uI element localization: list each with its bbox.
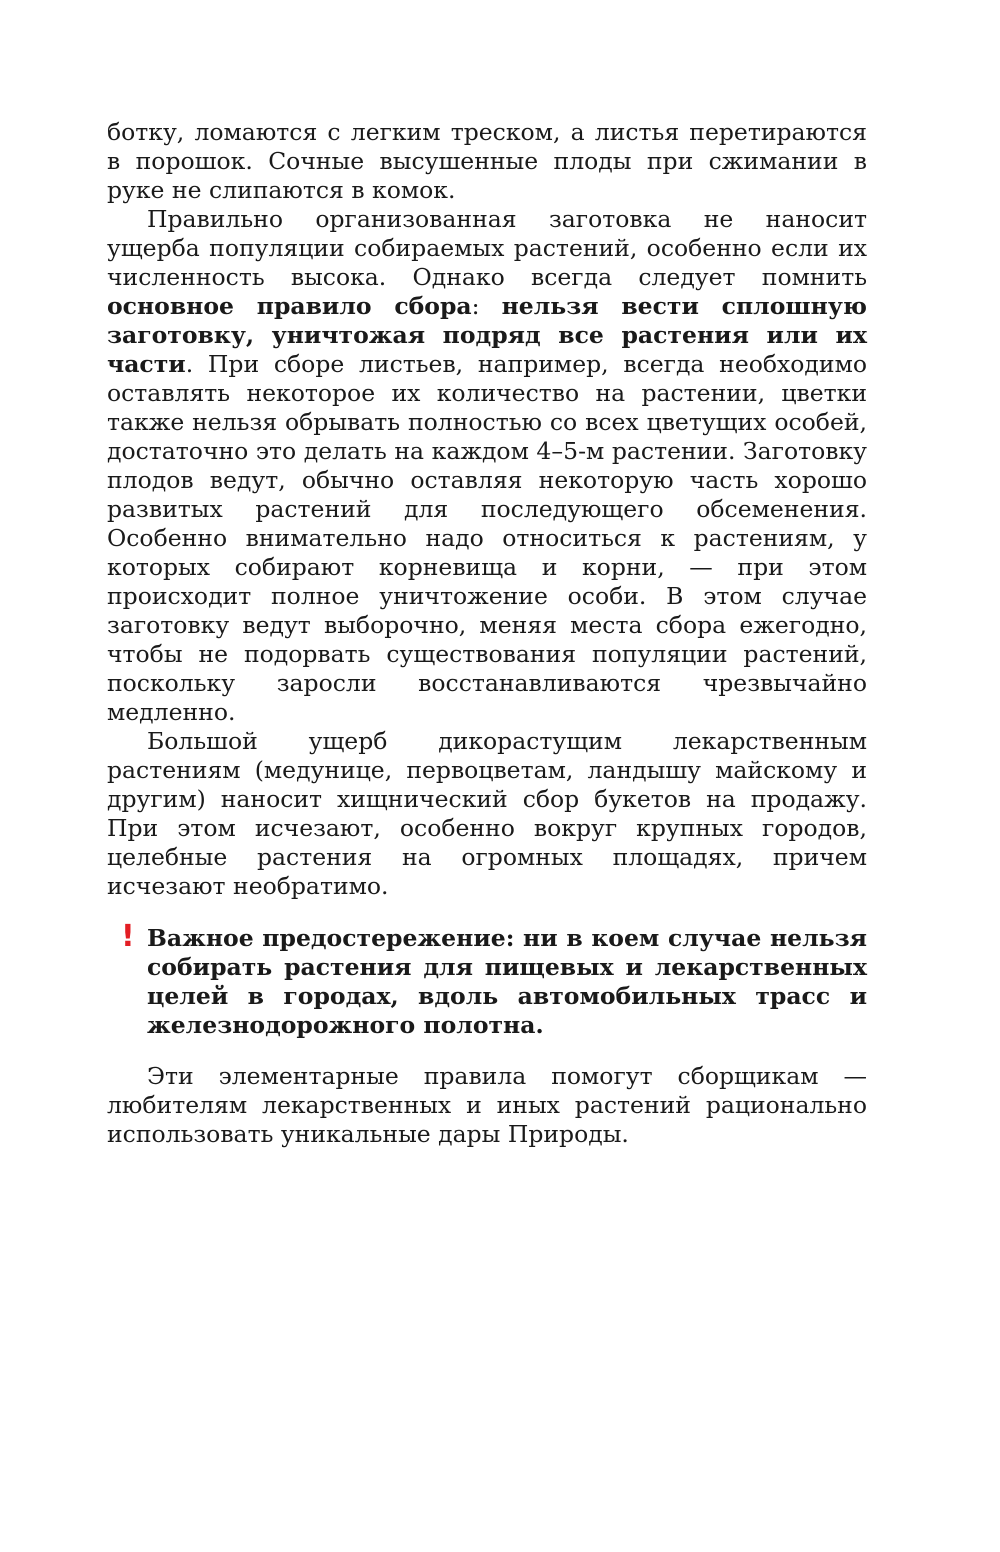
exclamation-icon: ! [121, 919, 135, 954]
warning-block [107, 919, 867, 1040]
paragraph-3 [107, 727, 867, 901]
collection-rule-text: нельзя вести сплошную заготовку, уничтожая подряд все растения или их части [107, 292, 867, 378]
paragraph-2-end: . При сборе листьев, например, всегда необходимо оставлять некоторое их количество на растении, цветки также нельзя обрывать полностью со всех цветущих особей, достаточно это делать на каждом 4–5-м растении. Заготовку плодов ведут, обычно оставляя некоторую часть хорошо развитых растений для последующего обсеменения. Особенно внимательно надо относиться к растениям, у которых собирают корневища и корни, — при этом происходит полное уничтожение особи. В этом случае заготовку ведут выборочно, меняя места сбора ежегодно, чтобы не подорвать существования популяции растений, поскольку заросли восстанавливаются чрезвычайно медленно. [107, 350, 867, 726]
paragraph-1 [107, 118, 867, 205]
paragraph-2-start: Правильно организованная заготовка не наносит ущерба популяции собираемых растений, особенно если их численность высока. Однако всегда следует помнить [107, 205, 867, 291]
paragraph-3-text: Большой ущерб дикорастущим лекарственным растениям (медунице, первоцветам, ландышу майскому и другим) наносит хищнический сбор букетов на продажу. При этом исчезают, особенно вокруг крупных городов, целебные растения на огромных площадях, причем исчезают необратимо. [107, 727, 867, 900]
warning-text: Важное предостережение: ни в коем случае нельзя собирать растения для пищевых и лекарственных целей в городах, вдоль автомобильных трасс и железнодорожного полотна. [147, 924, 867, 1039]
paragraph-2-colon: : [471, 292, 502, 320]
collection-rule-heading: основное правило сбора [107, 292, 472, 320]
paragraph-4 [107, 1062, 867, 1149]
paragraph-1-text: ботку, ломаются с легким треском, а листья перетираются в порошок. Сочные высушенные плоды при сжимании в руке не слипаются в комок. [107, 118, 867, 204]
paragraph-4-text: Эти элементарные правила помогут сборщикам — любителям лекарственных и иных растений рационально использовать уникальные дары Природы. [107, 1062, 867, 1148]
paragraph-2 [107, 205, 867, 727]
page-body [107, 118, 867, 1149]
